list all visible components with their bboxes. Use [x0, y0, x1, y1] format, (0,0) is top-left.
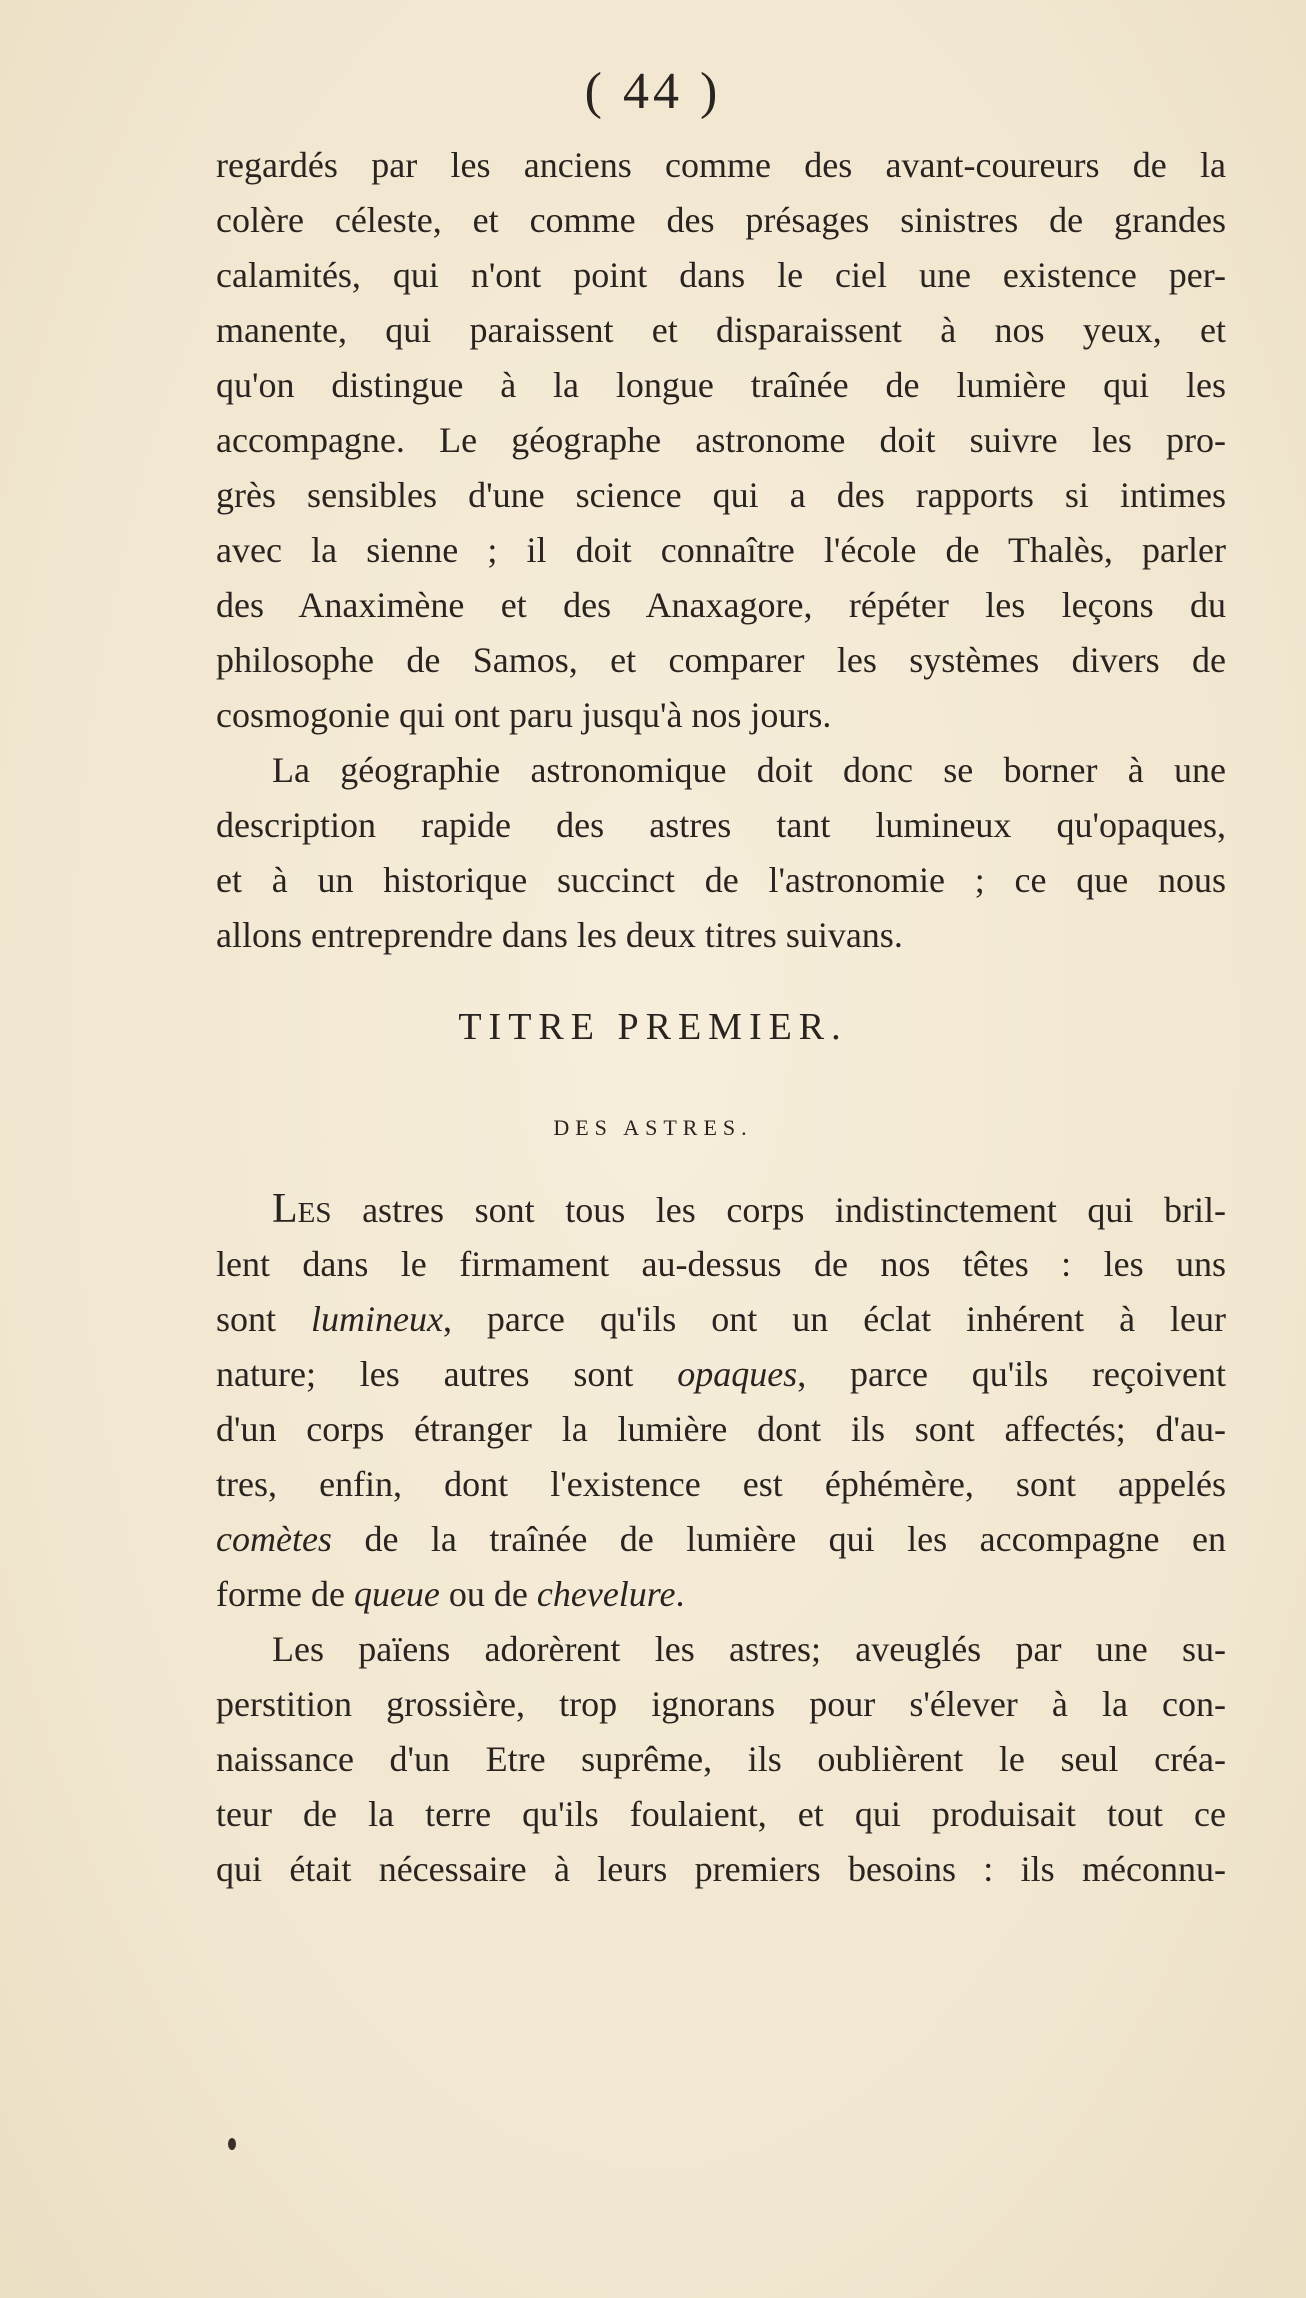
text-line: manente, qui paraissent et disparaissent à nos yeux, et [216, 310, 1226, 350]
text-block-bottom [216, 1182, 1226, 1897]
italic-term: comètes [216, 1519, 332, 1559]
text-span: , parce qu'ils reçoivent [797, 1354, 1226, 1394]
text-line: qu'on distingue à la longue traînée de lumière qui les [216, 365, 1226, 405]
text-line: avec la sienne ; il doit connaître l'école de Thalès, parler [216, 530, 1226, 570]
text-span: forme de [216, 1574, 354, 1614]
text-line: des Anaximène et des Anaxagore, répéter les leçons du [216, 585, 1226, 625]
text-line: et à un historique succinct de l'astronomie ; ce que nous [216, 860, 1226, 900]
page-number: ( 44 ) [584, 63, 722, 120]
italic-term: opaques [677, 1354, 798, 1394]
text-line: teur de la terre qu'ils foulaient, et qui produisait tout ce [216, 1794, 1226, 1834]
text-block-top [216, 138, 1226, 963]
text-line [216, 1182, 1226, 1237]
italic-term: lumineux [310, 1299, 443, 1339]
text-line: naissance d'un Etre suprême, ils oublièrent le seul créa- [216, 1739, 1226, 1779]
text-span: de la traînée de lumière qui les accompagne en [331, 1519, 1226, 1559]
text-line [216, 1292, 1226, 1347]
ink-spot [228, 2138, 236, 2150]
text-span: ou de [439, 1574, 537, 1614]
italic-term: queue [353, 1574, 440, 1614]
text-line: tres, enfin, dont l'existence est éphémère, sont appelés [216, 1464, 1226, 1504]
text-line: colère céleste, et comme des présages sinistres de grandes [216, 200, 1226, 240]
text-span: , parce qu'ils ont un éclat inhérent à leur [442, 1299, 1226, 1339]
section-subtitle: DES ASTRES. [553, 1115, 753, 1140]
text-span: nature; les autres sont [216, 1354, 678, 1394]
text-span: sont [216, 1299, 311, 1339]
section-title: TITRE PREMIER. [458, 1006, 848, 1048]
text-line: description rapide des astres tant lumineux qu'opaques, [216, 805, 1226, 845]
italic-term: chevelure [536, 1574, 676, 1614]
text-line: La géographie astronomique doit donc se borner à une [272, 750, 1226, 790]
text-line: philosophe de Samos, et comparer les systèmes divers de [216, 640, 1226, 680]
text-line: cosmogonie qui ont paru jusqu'à nos jours. [216, 695, 832, 735]
text-line: grès sensibles d'une science qui a des rapports si intimes [216, 475, 1226, 515]
text-line [216, 1347, 1226, 1402]
text-line: qui était nécessaire à leurs premiers besoins : ils méconnu- [216, 1849, 1226, 1889]
text-span: astres sont tous les corps indistinctement qui bril- [331, 1190, 1226, 1230]
text-line: Les païens adorèrent les astres; aveuglés par une su- [272, 1629, 1226, 1669]
text-line: allons entreprendre dans les deux titres suivans. [216, 915, 903, 955]
text-line: perstition grossière, trop ignorans pour s'élever à la con- [216, 1684, 1226, 1724]
text-line [216, 1512, 1226, 1567]
text-line: lent dans le firmament au-dessus de nos têtes : les uns [216, 1244, 1226, 1284]
text-span: . [675, 1574, 685, 1614]
drop-cap-word: Les [272, 1186, 332, 1232]
text-line [216, 1567, 1226, 1622]
text-line: calamités, qui n'ont point dans le ciel une existence per- [216, 255, 1226, 295]
text-line: d'un corps étranger la lumière dont ils sont affectés; d'au- [216, 1409, 1226, 1449]
text-line: regardés par les anciens comme des avant-coureurs de la [216, 145, 1226, 185]
text-line: accompagne. Le géographe astronome doit suivre les pro- [216, 420, 1226, 460]
